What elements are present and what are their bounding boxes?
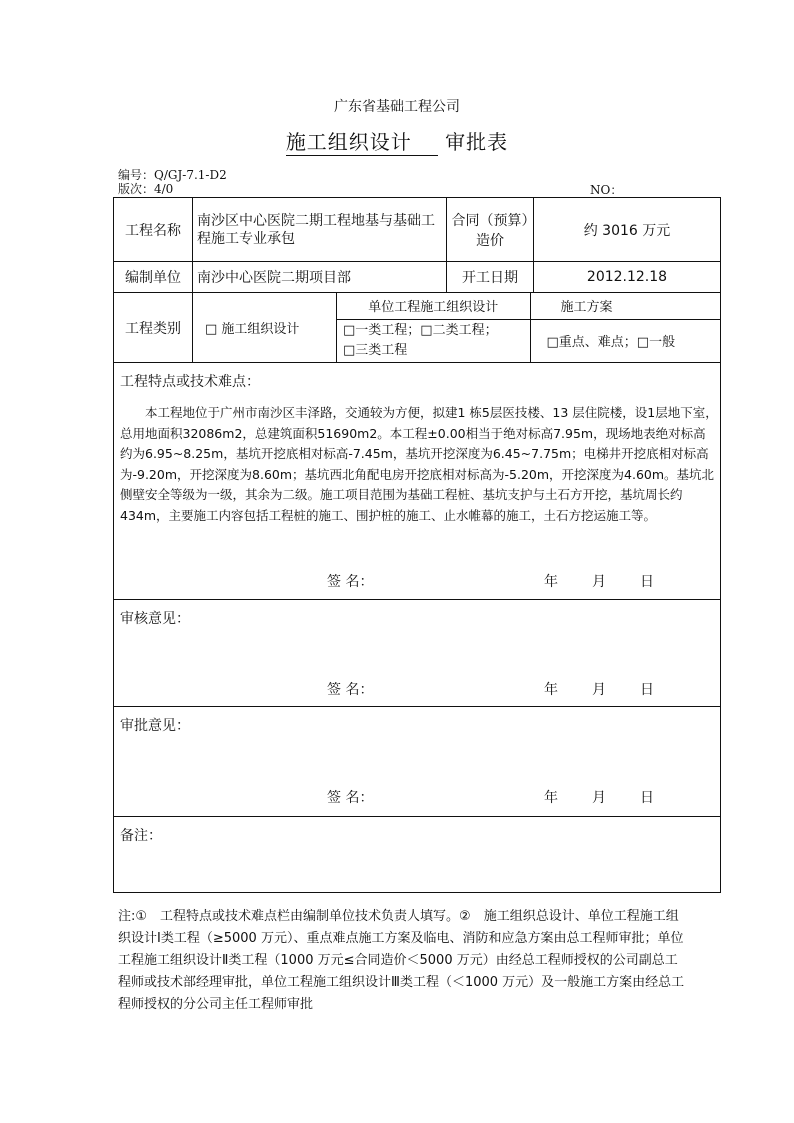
start-date-value: 2012.12.18 [534,262,721,293]
start-date-label: 开工日期 [447,262,534,293]
doc-number: NO： [590,183,623,197]
approval-label: 审批意见： [120,718,190,734]
features-day: 日 [640,574,654,590]
category-label: 工程类别 [114,293,193,363]
features-section [114,363,721,600]
class-options-line1: □一类工程；□二类工程； [343,322,498,338]
project-name-value: 南沙区中心医院二期工程地基与基础工程施工专业承包 [193,198,447,262]
doc-version: 版次：4/0 [118,182,174,196]
title-part2: 审批表 [445,130,509,154]
review-label: 审核意见： [120,611,190,627]
approval-month: 月 [592,790,606,806]
contract-label: 合同（预算）造价 [447,198,534,262]
contract-value: 约 3016 万元 [534,198,721,262]
features-year: 年 [544,574,558,590]
project-name-label: 工程名称 [114,198,193,262]
scheme-options: □重点、难点；□一般 [530,319,720,362]
category-construction-design: □ 施工组织设计 [193,293,337,363]
footnote: 注:① 工程特点或技术难点栏由编制单位技术负责人填写。② 施工组织总设计、单位工程施工组织设计Ⅰ类工程（≥5000 万元）、重点难点施工方案及临电、消防和应急方案由总工程师审批；单位工程施工组织设计Ⅱ类工程（1000 万元≤合同造价＜5000 万元）由经总工程师授权的公司副总工程师或技术部经理审批，单位工程施工组织设计Ⅲ类工程（＜1000 万元）及一般施工方案由经总工程师授权的分公司主任工程师审批 [118,909,685,1012]
remarks-label: 备注： [120,828,162,844]
review-sign-label: 签 名： [327,682,374,698]
review-year: 年 [544,682,558,698]
unit-label: 编制单位 [114,262,193,293]
review-day: 日 [640,682,654,698]
features-month: 月 [592,574,606,590]
approval-form [113,197,721,893]
features-sign-label: 签 名： [327,574,374,590]
doc-code: 编号：Q/GJ-7.1-D2 [118,168,227,182]
features-text: 本工程地位于广州市南沙区丰泽路，交通较为方便，拟建1 栋5层医技楼、13 层住院楼，设1层地下室，总用地面积32086m2，总建筑面积51690m2。本工程±0.00相当于绝对标高7.95m，现场地表绝对标高约为6.95~8.25m，基坑开挖底相对标高-7.45m，基坑开挖深度为6.45~7.75m；电梯井开挖底相对标高为-9.20m，开挖深度为8.60m；基坑西北角配电房开挖底相对标高为-5.20m，开挖深度为4.60m。基坑北侧壁安全等级为一级，其余为二级。施工项目范围为基础工程桩、基坑支护与土石方开挖，基坑周长约434m，主要施工内容包括工程桩的施工、围护桩的施工、止水帷幕的施工，土石方挖运施工等。 [120,405,718,523]
unit-value: 南沙中心医院二期项目部 [193,262,447,293]
category-subtable [337,293,720,362]
approval-section [114,707,721,817]
class-options-line2: □三类工程 [343,342,408,358]
features-label: 工程特点或技术难点： [120,374,260,390]
scheme-header: 施工方案 [530,293,720,319]
title-part1: 施工组织设计 [286,126,438,156]
unit-design-header: 单位工程施工组织设计 [337,293,530,319]
review-month: 月 [592,682,606,698]
approval-sign-label: 签 名： [327,790,374,806]
approval-year: 年 [544,790,558,806]
review-section [114,600,721,707]
class-options [337,319,530,362]
form-title [0,126,794,156]
remarks-section [114,817,721,893]
approval-day: 日 [640,790,654,806]
company-name: 广东省基础工程公司 [334,99,460,115]
